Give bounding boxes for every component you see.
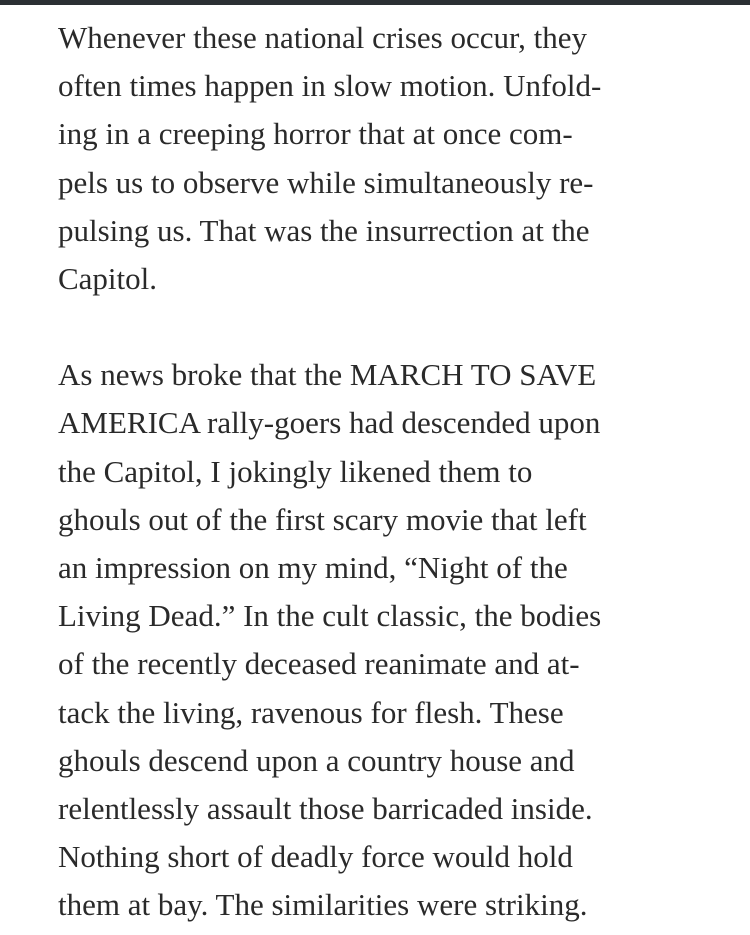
- text-line: ghouls out of the first scary movie that left: [58, 501, 587, 537]
- top-bar: [0, 0, 750, 5]
- text-line: AMERICA rally-goers had descended upon: [58, 405, 601, 441]
- text-line: Whenever these national crises occur, they: [58, 20, 587, 55]
- text-line: As news broke that the MARCH TO SAVE: [58, 357, 597, 393]
- text-line: ghouls descend upon a country house and: [58, 742, 575, 778]
- text-line: of the recently deceased reanimate and at-: [58, 646, 580, 682]
- article-paragraph: [58, 351, 698, 929]
- text-line: ing in a creeping horror that at once com-: [58, 116, 573, 152]
- text-line: tack the living, ravenous for flesh. These: [58, 694, 564, 730]
- article-paragraph: [58, 14, 698, 303]
- text-line: pulsing us. That was the insurrection at the: [58, 212, 590, 248]
- text-line: Living Dead.” In the cult classic, the bodies: [58, 598, 602, 634]
- text-line: an impression on my mind, “Night of the: [58, 550, 568, 586]
- text-line: them at bay. The similarities were striking.: [58, 887, 588, 923]
- text-line: the Capitol, I jokingly likened them to: [58, 453, 533, 489]
- text-line: often times happen in slow motion. Unfold-: [58, 68, 602, 104]
- text-line: Nothing short of deadly force would hold: [58, 839, 573, 875]
- text-line: Capitol.: [58, 261, 158, 297]
- article-body: [58, 14, 698, 930]
- text-line: relentlessly assault those barricaded inside.: [58, 791, 593, 827]
- text-line: pels us to observe while simultaneously re-: [58, 164, 594, 200]
